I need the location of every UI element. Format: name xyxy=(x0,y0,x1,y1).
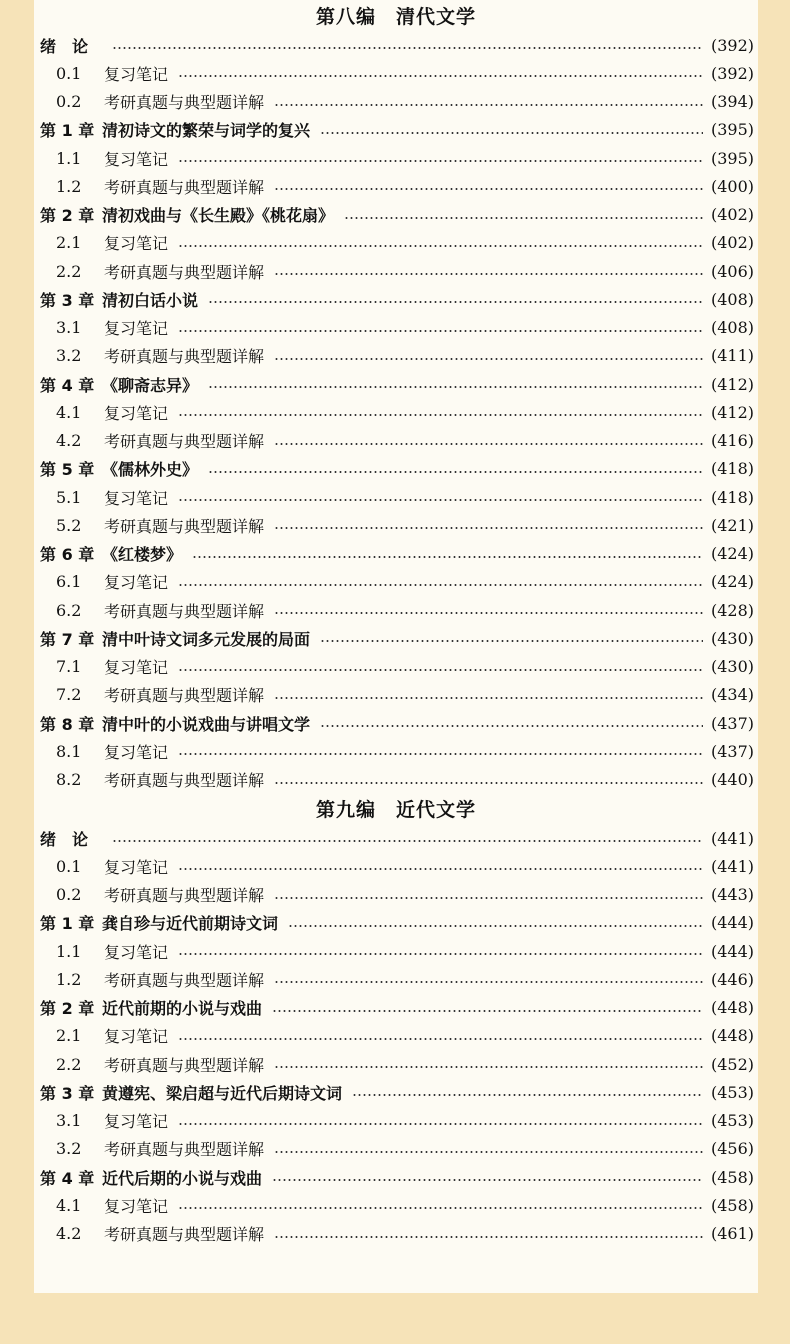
toc-chapter-row[interactable] xyxy=(40,285,754,313)
dot-leader xyxy=(344,217,703,219)
toc-chapter-row[interactable] xyxy=(40,909,754,937)
toc-entry-title: 清初戏曲与《长生殿》《桃花扇》 xyxy=(102,206,335,225)
dot-leader xyxy=(274,897,703,899)
toc-subsection-row[interactable] xyxy=(40,511,754,539)
toc-entry-title: 考研真题与典型题详解 xyxy=(104,516,265,536)
section-heading: 第八编 清代文学 xyxy=(315,6,476,28)
toc-page-number: (444) xyxy=(710,941,754,961)
toc-entry-number: 绪 论 xyxy=(40,36,89,56)
toc-page-number: (421) xyxy=(710,515,754,535)
toc-entry-number: 5.2 xyxy=(56,515,82,535)
toc-entry-number: 绪 论 xyxy=(40,829,89,849)
toc-entry-title: 复习笔记 xyxy=(104,403,169,423)
toc-entry-number: 0.1 xyxy=(56,856,82,876)
toc-page-number: (448) xyxy=(710,1026,754,1046)
toc-page-number: (406) xyxy=(710,261,754,281)
toc-entry-title: 考研真题与典型题详解 xyxy=(104,601,265,621)
toc-subsection-row[interactable] xyxy=(40,1022,754,1050)
toc-entry-title: 复习笔记 xyxy=(104,488,169,508)
toc-chapter-row[interactable] xyxy=(40,540,754,568)
toc-entry-title: 考研真题与典型题详解 xyxy=(104,686,265,706)
dot-leader xyxy=(178,1038,703,1040)
dot-leader xyxy=(274,443,703,445)
toc-page-number: (446) xyxy=(710,969,754,989)
dot-leader xyxy=(208,471,703,473)
toc-entry-number: 第 4 章 xyxy=(40,1168,95,1188)
toc-page-number: (441) xyxy=(710,828,754,848)
dot-leader xyxy=(274,1151,703,1153)
dot-leader xyxy=(274,358,703,360)
toc-entry-number: 第 2 章 xyxy=(40,999,95,1018)
toc-subsection-row[interactable] xyxy=(40,88,754,116)
toc-subsection-row[interactable] xyxy=(40,852,754,880)
dot-leader xyxy=(288,925,703,927)
dot-leader xyxy=(274,273,703,275)
dot-leader xyxy=(274,104,703,106)
dot-leader xyxy=(274,782,703,784)
toc-page-number: (408) xyxy=(710,318,754,337)
toc-entry-number: 第 3 章 xyxy=(40,290,95,310)
toc-entry-title: 清中叶诗文词多元发展的局面 xyxy=(102,629,311,649)
toc-entry-title: 考研真题与典型题详解 xyxy=(104,262,265,282)
toc-page-number: (428) xyxy=(710,600,754,620)
toc-page-number: (434) xyxy=(710,685,754,705)
toc-entry-number: 0.1 xyxy=(56,63,82,83)
toc-entry-title: 考研真题与典型题详解 xyxy=(104,1055,265,1075)
toc-page-number: (441) xyxy=(710,856,754,876)
toc-subsection-row[interactable] xyxy=(40,766,754,794)
dot-leader xyxy=(274,527,703,529)
toc-page-number: (412) xyxy=(710,402,754,422)
toc-subsection-row[interactable] xyxy=(40,568,754,596)
toc-entry-title: 考研真题与典型题详解 xyxy=(104,1140,265,1160)
toc-entry-title: 复习笔记 xyxy=(104,1112,169,1131)
toc-entry-title: 考研真题与典型题详解 xyxy=(104,432,265,451)
dot-leader xyxy=(178,499,703,501)
toc-entry-number: 第 7 章 xyxy=(40,629,95,649)
toc-entry-number: 3.2 xyxy=(56,346,82,366)
toc-subsection-row[interactable] xyxy=(40,229,754,257)
toc-entry-title: 黄遵宪、梁启超与近代后期诗文词 xyxy=(102,1083,343,1103)
toc-page-number: (430) xyxy=(710,657,754,676)
toc-entry-title: 近代后期的小说与戏曲 xyxy=(102,1168,263,1188)
toc-entry-number: 2.1 xyxy=(56,1026,82,1046)
toc-chapter-row[interactable] xyxy=(40,31,754,59)
toc-entry-number: 1.1 xyxy=(56,941,82,961)
toc-page-number: (418) xyxy=(710,459,754,479)
toc-entry-number: 6.1 xyxy=(56,572,82,592)
dot-leader xyxy=(208,386,703,388)
toc-entry-title: 清初白话小说 xyxy=(102,290,199,310)
toc-page-number: (437) xyxy=(710,741,754,761)
toc-entry-number: 第 5 章 xyxy=(40,460,95,480)
toc-page-number: (461) xyxy=(710,1224,754,1243)
toc-subsection-row[interactable] xyxy=(40,653,754,681)
dot-leader xyxy=(178,160,703,162)
toc-page-number: (430) xyxy=(710,628,754,648)
toc-subsection-row[interactable] xyxy=(40,483,754,511)
toc-entry-number: 3.1 xyxy=(56,318,82,337)
toc-entry-number: 4.2 xyxy=(56,431,82,450)
toc-subsection-row[interactable] xyxy=(40,965,754,993)
toc-entry-number: 第 1 章 xyxy=(40,121,95,141)
toc-entry-number: 7.2 xyxy=(56,685,82,705)
toc-subsection-row[interactable] xyxy=(40,1220,754,1248)
dot-leader xyxy=(274,697,703,699)
toc-entry-number: 5.1 xyxy=(56,487,82,507)
toc-entry-title: 清初诗文的繁荣与词学的复兴 xyxy=(102,121,311,141)
toc-chapter-row[interactable] xyxy=(40,201,754,229)
toc-entry-number: 2.2 xyxy=(56,1054,82,1074)
toc-page-number: (444) xyxy=(710,913,754,933)
toc-entry-title: 复习笔记 xyxy=(104,64,169,84)
dot-leader xyxy=(178,1123,703,1125)
toc-entry-title: 复习笔记 xyxy=(104,319,169,338)
dot-leader xyxy=(274,981,703,983)
dot-leader xyxy=(274,188,703,190)
dot-leader xyxy=(272,1010,703,1012)
toc-page xyxy=(34,0,758,1293)
toc-entry-number: 8.1 xyxy=(56,741,82,761)
toc-entry-title: 《儒林外史》 xyxy=(102,460,199,480)
toc-chapter-row[interactable] xyxy=(40,1078,754,1106)
toc-subsection-row[interactable] xyxy=(40,342,754,370)
toc-entry-title: 龚自珍与近代前期诗文词 xyxy=(102,914,279,934)
toc-page-number: (402) xyxy=(710,233,754,253)
toc-page-number: (448) xyxy=(710,998,754,1017)
toc-entry-title: 近代前期的小说与戏曲 xyxy=(102,999,263,1018)
toc-entry-number: 第 1 章 xyxy=(40,914,95,934)
toc-entry-number: 6.2 xyxy=(56,600,82,620)
dot-leader xyxy=(178,669,703,671)
dot-leader xyxy=(178,245,703,247)
toc-page-number: (416) xyxy=(710,431,754,450)
toc-entry-number: 1.1 xyxy=(56,148,82,168)
toc-subsection-row[interactable] xyxy=(40,59,754,87)
toc-entry-title: 清中叶的小说戏曲与讲唱文学 xyxy=(102,714,311,734)
toc-chapter-row[interactable] xyxy=(40,624,754,652)
dot-leader xyxy=(320,640,703,642)
toc-subsection-row[interactable] xyxy=(40,937,754,965)
toc-page-number: (395) xyxy=(710,120,754,140)
toc-page-number: (424) xyxy=(710,544,754,563)
toc-entry-number: 4.2 xyxy=(56,1224,82,1243)
dot-leader xyxy=(178,584,703,586)
toc-entry-title: 考研真题与典型题详解 xyxy=(104,1225,265,1244)
toc-page-number: (424) xyxy=(710,572,754,592)
toc-page-number: (392) xyxy=(710,63,754,83)
toc-subsection-row[interactable] xyxy=(40,257,754,285)
toc-entry-number: 7.1 xyxy=(56,657,82,676)
toc-entry-number: 第 8 章 xyxy=(40,714,95,734)
toc-entry-number: 2.2 xyxy=(56,261,82,281)
toc-entry-number: 3.1 xyxy=(56,1111,82,1130)
toc-entry-number: 第 3 章 xyxy=(40,1083,95,1103)
toc-subsection-row[interactable] xyxy=(40,1107,754,1135)
dot-leader xyxy=(178,414,703,416)
toc-page-number: (402) xyxy=(710,205,754,224)
toc-entry-title: 复习笔记 xyxy=(104,149,169,169)
toc-entry-number: 1.2 xyxy=(56,176,82,196)
toc-chapter-row[interactable] xyxy=(40,709,754,737)
toc-page-number: (400) xyxy=(710,176,754,196)
toc-entry-title: 《聊斋志异》 xyxy=(102,375,199,395)
dot-leader xyxy=(178,753,703,755)
toc-subsection-row[interactable] xyxy=(40,172,754,200)
toc-entry-title: 考研真题与典型题详解 xyxy=(104,177,265,197)
toc-page-number: (453) xyxy=(710,1111,754,1130)
toc-page-number: (458) xyxy=(710,1167,754,1187)
dot-leader xyxy=(272,1179,703,1181)
dot-leader xyxy=(178,1207,703,1209)
toc-chapter-row[interactable] xyxy=(40,455,754,483)
toc-entry-number: 第 6 章 xyxy=(40,545,95,564)
toc-entry-number: 0.2 xyxy=(56,885,82,904)
toc-page-number: (437) xyxy=(710,713,754,733)
toc-chapter-row[interactable] xyxy=(40,824,754,852)
toc-subsection-row[interactable] xyxy=(40,1050,754,1078)
toc-subsection-row[interactable] xyxy=(40,681,754,709)
toc-entry-number: 第 4 章 xyxy=(40,375,95,395)
dot-leader xyxy=(112,840,703,842)
toc-entry-title: 考研真题与典型题详解 xyxy=(104,347,265,367)
toc-subsection-row[interactable] xyxy=(40,144,754,172)
toc-page-number: (453) xyxy=(710,1082,754,1102)
dot-leader xyxy=(178,868,703,870)
toc-chapter-row[interactable] xyxy=(40,994,754,1022)
toc-page-number: (440) xyxy=(710,770,754,789)
toc-page-number: (458) xyxy=(710,1195,754,1215)
toc-page-number: (408) xyxy=(710,289,754,309)
toc-entry-number: 第 2 章 xyxy=(40,206,95,225)
toc-entry-title: 复习笔记 xyxy=(104,1027,169,1047)
dot-leader xyxy=(274,1236,703,1238)
toc-page-number: (394) xyxy=(710,92,754,111)
toc-entry-title: 考研真题与典型题详解 xyxy=(104,771,265,790)
dot-leader xyxy=(320,725,703,727)
toc-entry-title: 《红楼梦》 xyxy=(102,545,183,564)
toc-page-number: (392) xyxy=(710,35,754,55)
toc-entry-number: 0.2 xyxy=(56,92,82,111)
toc-page-number: (456) xyxy=(710,1139,754,1159)
toc-entry-number: 3.2 xyxy=(56,1139,82,1159)
toc-entry-number: 8.2 xyxy=(56,770,82,789)
dot-leader xyxy=(178,953,703,955)
toc-subsection-row[interactable] xyxy=(40,314,754,342)
toc-chapter-row[interactable] xyxy=(40,116,754,144)
toc-subsection-row[interactable] xyxy=(40,737,754,765)
toc-subsection-row[interactable] xyxy=(40,427,754,455)
dot-leader xyxy=(274,1066,703,1068)
toc-page-number: (395) xyxy=(710,148,754,168)
toc-entry-number: 1.2 xyxy=(56,969,82,989)
dot-leader xyxy=(352,1094,703,1096)
toc-page-number: (411) xyxy=(710,346,754,366)
toc-entry-title: 复习笔记 xyxy=(104,742,169,762)
toc-entry-title: 复习笔记 xyxy=(104,658,169,677)
toc-entry-title: 复习笔记 xyxy=(104,234,169,254)
dot-leader xyxy=(178,75,703,77)
toc-page-number: (443) xyxy=(710,885,754,904)
toc-entry-title: 考研真题与典型题详解 xyxy=(104,886,265,905)
toc-entry-number: 2.1 xyxy=(56,233,82,253)
toc-subsection-row[interactable] xyxy=(40,1191,754,1219)
toc-entry-title: 复习笔记 xyxy=(104,573,169,593)
toc-subsection-row[interactable] xyxy=(40,596,754,624)
section-heading: 第九编 近代文学 xyxy=(315,799,476,821)
dot-leader xyxy=(112,47,703,49)
toc-page-number: (418) xyxy=(710,487,754,507)
toc-entry-title: 考研真题与典型题详解 xyxy=(104,970,265,990)
toc-entry-title: 复习笔记 xyxy=(104,1196,169,1216)
toc-chapter-row[interactable] xyxy=(40,1163,754,1191)
toc-entry-title: 复习笔记 xyxy=(104,857,169,877)
toc-subsection-row[interactable] xyxy=(40,881,754,909)
toc-entry-title: 考研真题与典型题详解 xyxy=(104,93,265,112)
toc-page-number: (452) xyxy=(710,1054,754,1074)
toc-entry-number: 4.1 xyxy=(56,402,82,422)
dot-leader xyxy=(274,612,703,614)
dot-leader xyxy=(192,556,703,558)
dot-leader xyxy=(208,301,703,303)
toc-subsection-row[interactable] xyxy=(40,398,754,426)
toc-entry-title: 复习笔记 xyxy=(104,942,169,962)
toc-entry-number: 4.1 xyxy=(56,1195,82,1215)
toc-subsection-row[interactable] xyxy=(40,1135,754,1163)
toc-chapter-row[interactable] xyxy=(40,370,754,398)
dot-leader xyxy=(178,330,703,332)
dot-leader xyxy=(320,132,703,134)
toc-page-number: (412) xyxy=(710,374,754,394)
